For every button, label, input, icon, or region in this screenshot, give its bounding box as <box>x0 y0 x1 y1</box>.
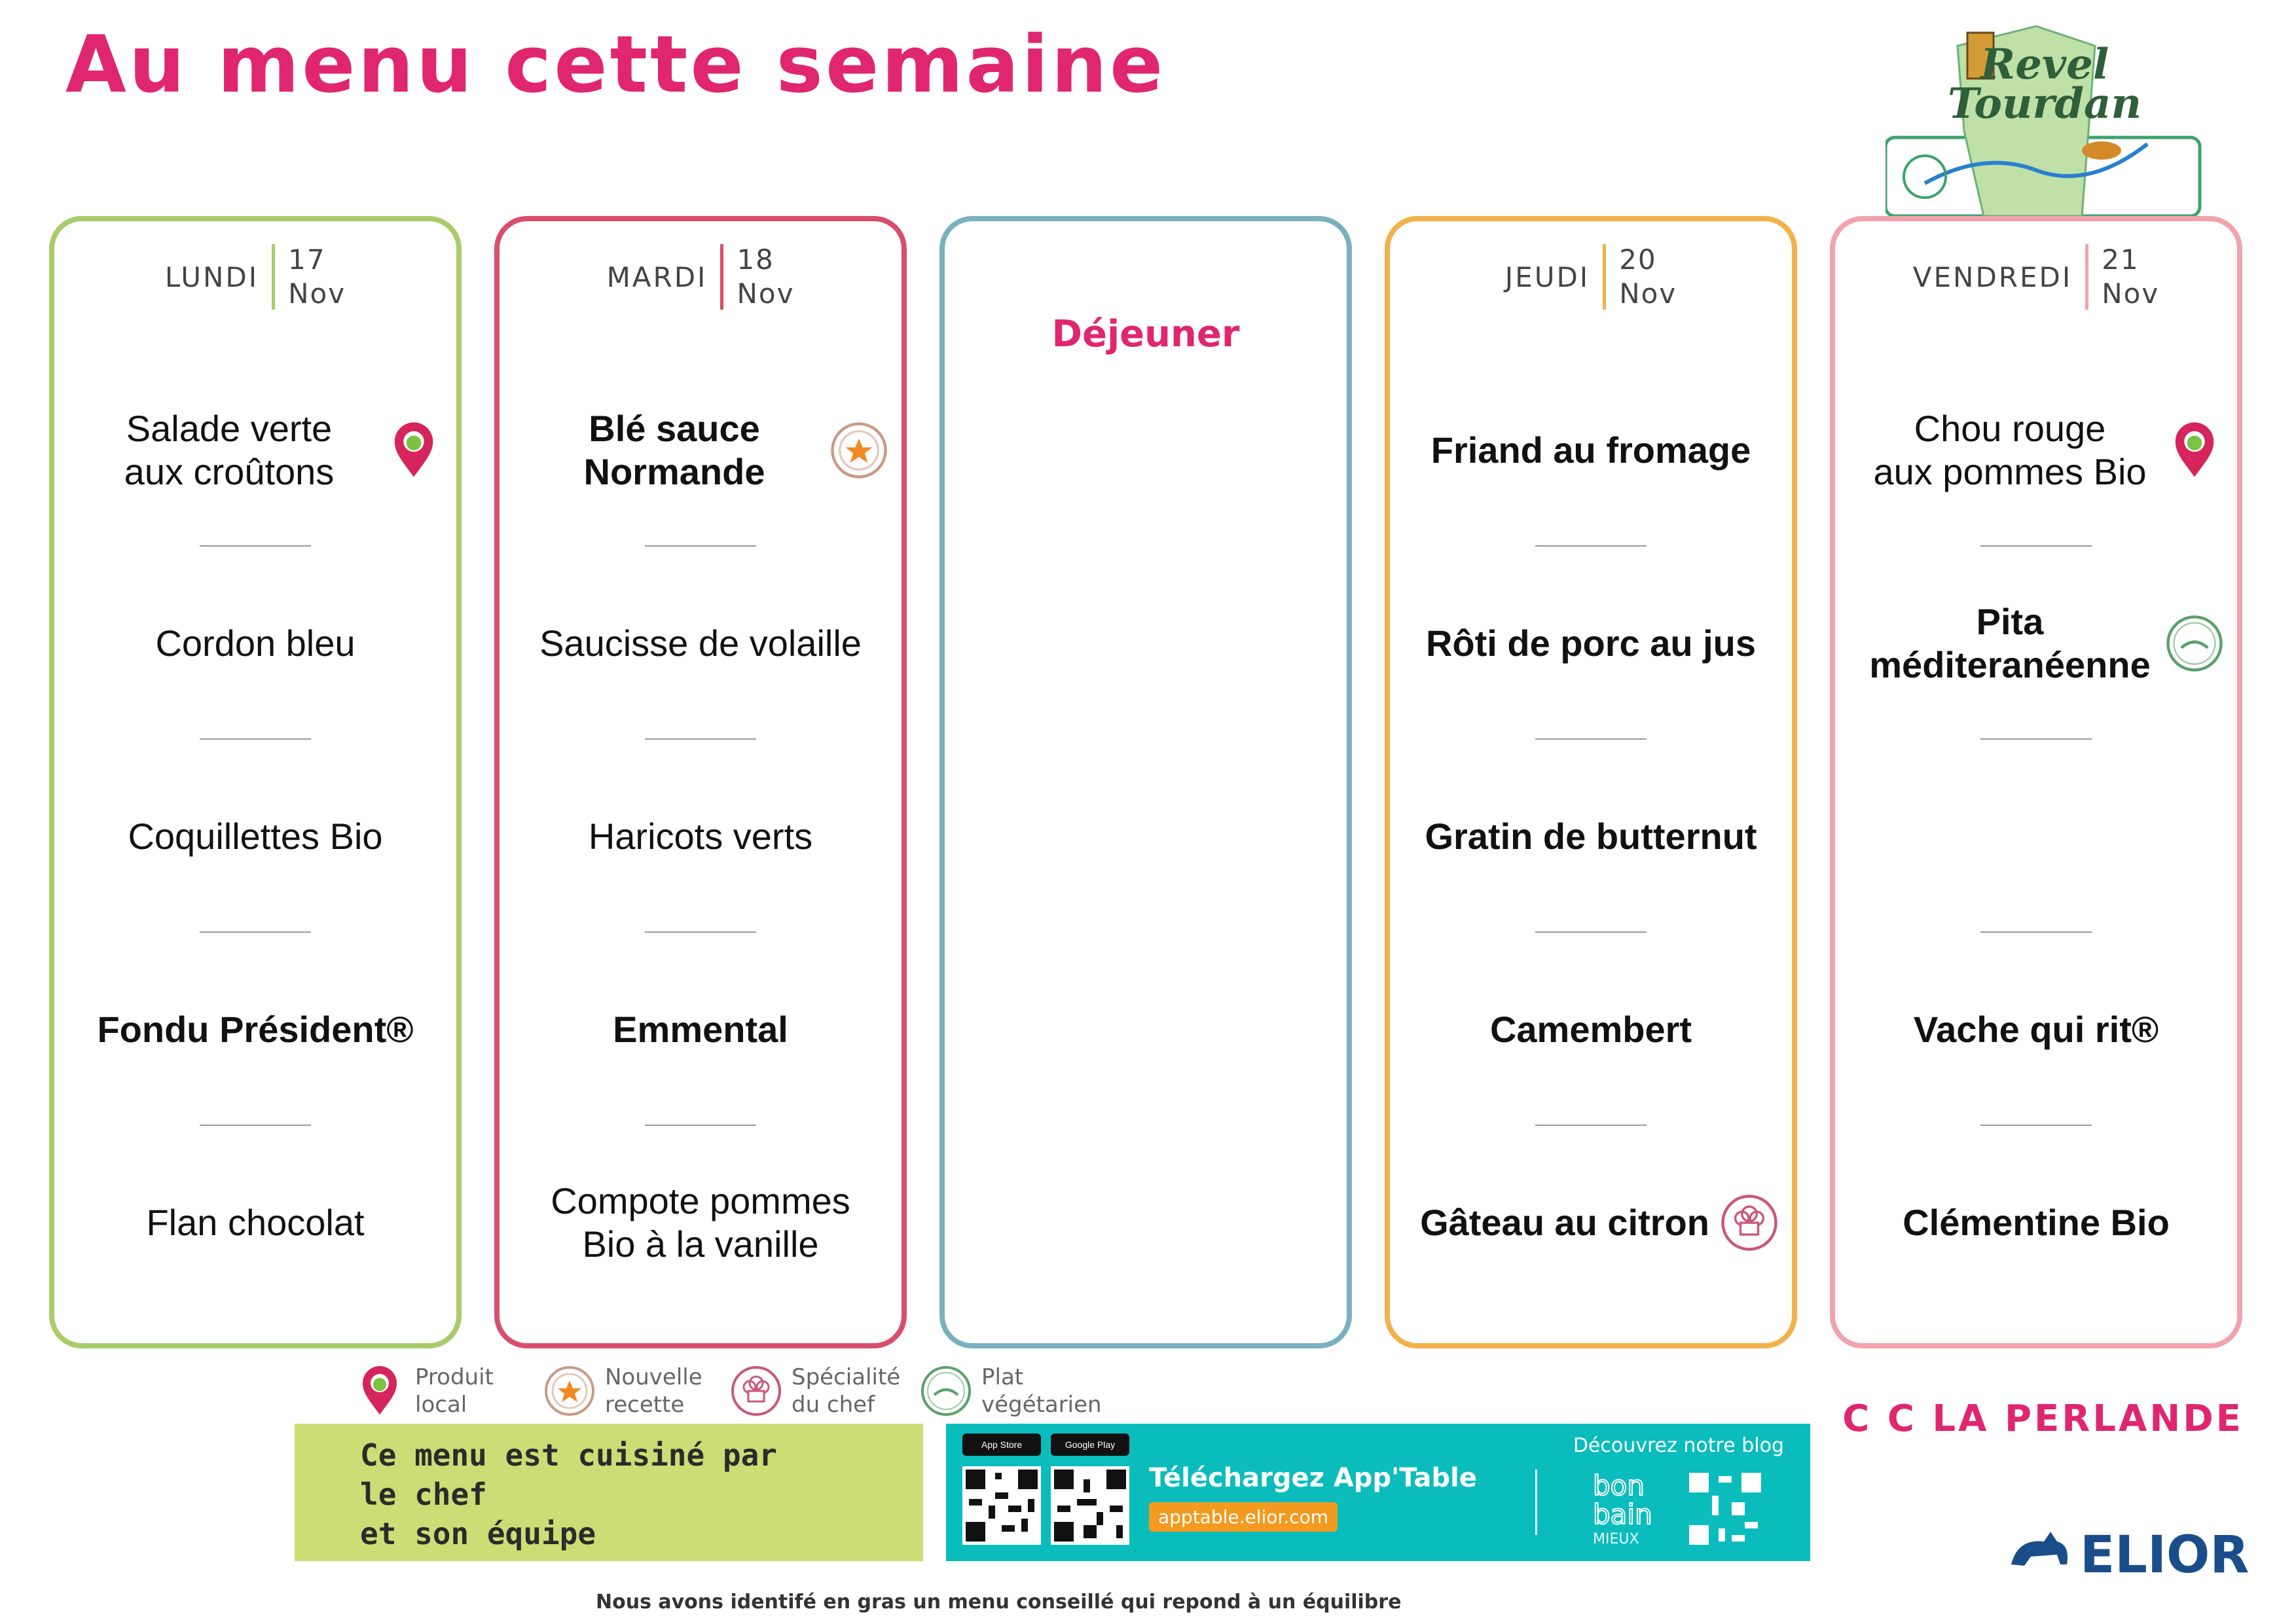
google-play-badge[interactable]: Google Play <box>1051 1434 1129 1456</box>
dish-name: Compote pommes Bio à la vanille <box>551 1180 850 1265</box>
day-date <box>288 243 346 311</box>
dish-name: Blé sauce Normande <box>583 408 765 492</box>
day-card <box>1830 216 2242 1348</box>
dish-divider <box>200 931 311 933</box>
dish-item <box>519 1177 882 1269</box>
bonbain-line3: MIEUX <box>1593 1531 1639 1547</box>
dish-item <box>1410 598 1772 689</box>
app-promo-box <box>946 1424 1810 1561</box>
logo-text-line2: Tourdan <box>1948 79 2141 128</box>
dish-divider <box>200 1125 311 1126</box>
vege-icon <box>920 1365 972 1417</box>
day-separator <box>720 244 723 310</box>
legend-produit-local <box>354 1362 494 1420</box>
divider <box>1535 1470 1537 1535</box>
produit-local-icon <box>354 1365 406 1417</box>
dish-name: Salade verte aux croûtons <box>124 408 335 492</box>
produit-local-icon <box>384 421 443 480</box>
chef-hat-icon <box>1720 1193 1779 1252</box>
legend-label: Produit local <box>415 1364 494 1418</box>
dish-item <box>519 598 882 689</box>
logo-text-line1: Revel <box>1980 40 2109 89</box>
dish-item <box>1410 405 1772 496</box>
day-header <box>54 241 456 313</box>
vege-icon <box>2165 614 2224 673</box>
dish-divider <box>1980 1125 2092 1126</box>
day-month: Nov <box>737 278 795 310</box>
legend-nouvelle-recette <box>543 1362 702 1420</box>
dish-divider <box>1535 738 1647 740</box>
dish-item <box>1410 791 1772 882</box>
dish-item <box>1855 598 2165 689</box>
dish-item <box>1855 405 2165 496</box>
dish-item <box>74 405 384 496</box>
blog-title: Découvrez notre blog <box>1573 1434 1784 1457</box>
day-card <box>494 216 907 1348</box>
dish-item <box>74 984 437 1075</box>
dish-item <box>1855 984 2217 1075</box>
chef-line: Ce menu est cuisiné par <box>360 1437 777 1473</box>
dish-name: Rôti de porc au jus <box>1425 623 1757 664</box>
dish-divider <box>645 1125 756 1126</box>
dish-divider <box>1980 931 2092 933</box>
legend-specialite-chef <box>730 1362 900 1420</box>
qr-code-icon[interactable] <box>1686 1470 1764 1548</box>
day-month: Nov <box>1619 278 1677 310</box>
dish-item <box>519 791 882 882</box>
produit-local-icon <box>2165 421 2224 480</box>
dish-name: Chou rouge aux pommes Bio <box>1873 408 2147 492</box>
day-month: Nov <box>288 278 346 310</box>
day-name: VENDREDI <box>1912 261 2073 293</box>
dish-name: Coquillettes Bio <box>128 816 383 857</box>
elior-logo <box>2005 1519 2253 1584</box>
chef-line: et son équipe <box>360 1516 596 1551</box>
revel-tourdan-logo <box>1886 20 2226 229</box>
dish-item <box>74 791 437 882</box>
legend-label: Nouvelle recette <box>605 1364 702 1418</box>
day-separator <box>2085 244 2088 310</box>
dish-item <box>1410 984 1772 1075</box>
dish-divider <box>1980 545 2092 547</box>
page-title: Au menu cette semaine <box>65 20 1166 111</box>
day-separator <box>272 244 275 310</box>
meal-label: Déjeuner <box>1051 313 1240 355</box>
brand-name: ELIOR <box>2080 1526 2250 1584</box>
dish-item <box>1410 1177 1720 1269</box>
star-icon <box>829 421 888 480</box>
dish-divider <box>1535 545 1647 547</box>
day-number: 21 <box>2102 244 2140 276</box>
day-month: Nov <box>2102 278 2160 310</box>
legend-plat-vegetarien <box>920 1362 1102 1420</box>
chef-hat-icon <box>730 1365 782 1417</box>
app-store-badge[interactable]: App Store <box>962 1434 1041 1456</box>
chef-info-box <box>295 1424 923 1561</box>
dish-divider <box>1535 1125 1647 1126</box>
dish-name: Pita méditeranéenne <box>1869 601 2151 685</box>
legend-label: Plat végétarien <box>981 1364 1102 1418</box>
day-header <box>1835 241 2237 313</box>
dish-item <box>519 984 882 1075</box>
bonbain-logo[interactable] <box>1588 1466 1666 1551</box>
dish-item <box>519 405 829 496</box>
star-icon <box>543 1365 596 1417</box>
legend-label: Spécialité du chef <box>792 1364 901 1418</box>
dish-name: Haricots verts <box>588 816 813 857</box>
dish-divider <box>645 738 756 740</box>
day-number: 18 <box>737 244 774 276</box>
site-name: C C LA PERLANDE <box>1842 1398 2244 1440</box>
day-card <box>939 216 1352 1348</box>
day-date <box>2102 243 2159 311</box>
footer-note: Nous avons identifé en gras un menu conseillé qui repond à un équilibre <box>596 1591 1402 1614</box>
dish-divider <box>1535 931 1647 933</box>
bonbain-line2: bain <box>1593 1498 1652 1530</box>
chef-line: le chef <box>360 1477 487 1512</box>
app-title: Téléchargez App'Table <box>1149 1463 1477 1493</box>
dish-divider <box>1980 738 2092 740</box>
app-url-link[interactable]: apptable.elior.com <box>1149 1502 1338 1532</box>
dish-item <box>74 1177 437 1269</box>
dish-name: Fondu Président® <box>97 1009 414 1050</box>
dish-divider <box>645 931 756 933</box>
dish-name: Gratin de butternut <box>1425 816 1757 857</box>
day-date <box>737 243 794 311</box>
dish-name: Vache qui rit® <box>1913 1009 2159 1050</box>
day-name: MARDI <box>606 261 708 293</box>
day-name: JEUDI <box>1504 261 1590 293</box>
day-card <box>1385 216 1797 1348</box>
day-date <box>1619 243 1677 311</box>
day-number: 17 <box>288 244 326 276</box>
day-name: LUNDI <box>164 261 259 293</box>
dish-name: Cordon bleu <box>155 623 355 664</box>
bonbain-line1: bon <box>1593 1470 1645 1502</box>
day-header <box>500 241 902 313</box>
dish-divider <box>200 545 311 547</box>
qr-code-icon[interactable] <box>1051 1466 1129 1545</box>
dish-name: Emmental <box>613 1009 788 1050</box>
dish-name: Clémentine Bio <box>1903 1202 2170 1243</box>
dish-name: Friand au fromage <box>1430 429 1751 471</box>
day-card <box>49 216 462 1348</box>
dish-item <box>74 598 437 689</box>
dish-item <box>1855 1177 2217 1269</box>
day-separator <box>1603 244 1606 310</box>
dish-name: Flan chocolat <box>146 1202 365 1243</box>
qr-code-icon[interactable] <box>962 1466 1041 1545</box>
dish-name: Gâteau au citron <box>1420 1202 1709 1243</box>
day-number: 20 <box>1619 244 1657 276</box>
day-header <box>1390 241 1792 313</box>
dish-name: Saucisse de volaille <box>539 623 862 664</box>
dish-divider <box>200 738 311 740</box>
dish-name: Camembert <box>1489 1009 1692 1050</box>
dish-divider <box>645 545 756 547</box>
